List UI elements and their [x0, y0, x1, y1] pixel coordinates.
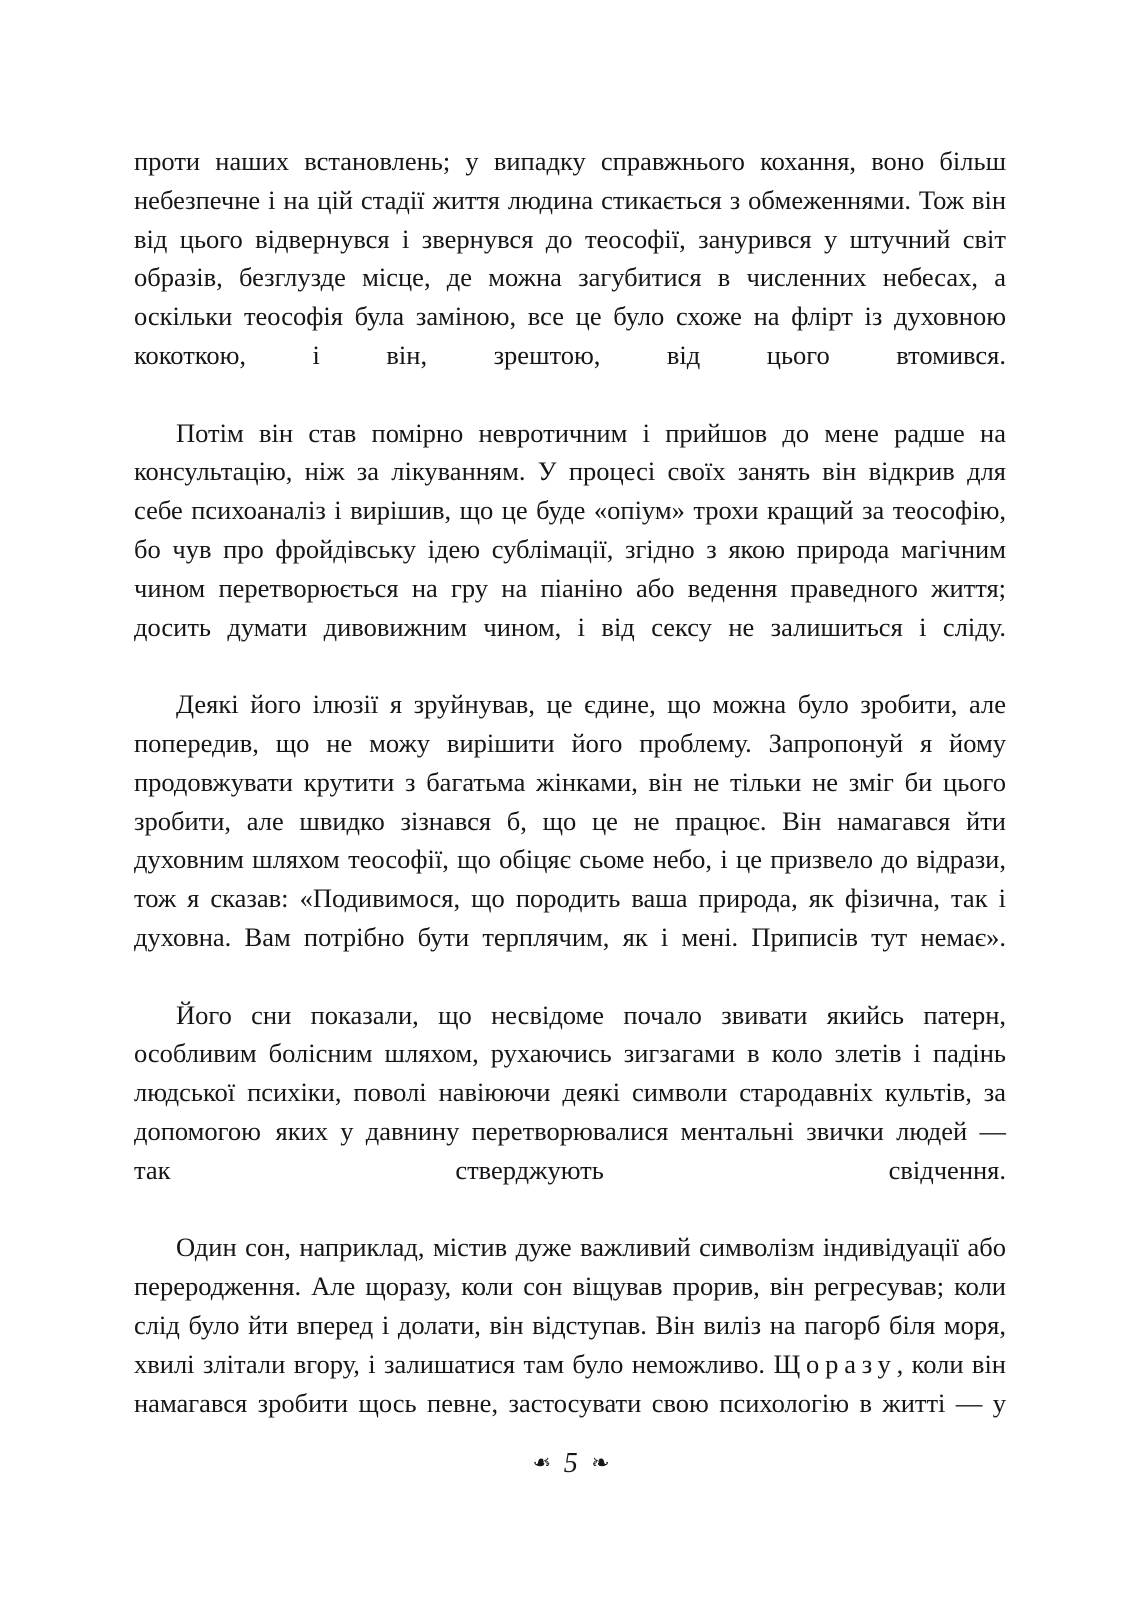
paragraph-2: Потім він став помірно невротичним і прийшов до мене радше на консультацію, ніж за лікуванням. У процесі своїх занять він відкрив для себе психоаналіз і вирішив, що це буде «опіум» трохи кращий за теософію, бо чув про фройдівську ідею сублімації, згідно з якою природа магічним чином перетворюється на гру на піаніно або ведення праведного життя; досить думати дивовижним чином, і від сексу не залишиться і сліду. — [134, 417, 1006, 642]
paragraph-3: Деякі його ілюзії я зруйнував, це єдине, що можна було зробити, але попередив, що не можу вирішити його проблему. Запропонуй я йому продовжувати крутити з багатьма жінками, він не тільки не зміг би цього зробити, але швидко зізнався б, що це не працює. Він намагався йти духовним шляхом теософії, що обіцяє сьоме небо, і це призвело до відрази, тож я сказав: «Подивимося, що породить ваша природа, як фізична, так і духовна. Вам потрібно бути терплячим, як і мені. Приписів тут немає». — [134, 689, 1006, 952]
paragraph-5 — [134, 1228, 1006, 1461]
paragraph-5-part-1: Один сон, наприклад, містив дуже важливий символізм індивідуації або переродження. Але щоразу, коли сон віщував прорив, він регресував; коли слід було йти вперед і долати, він відступав. Він виліз на пагорб біля моря, хвилі злітали вгору, і залишатися там було неможливо. — [134, 1232, 1006, 1379]
leaf-ornament-right-icon: ❧ — [591, 1450, 611, 1476]
page-number: 5 — [563, 1448, 579, 1479]
paragraph-5-emphasis-spaced: Щоразу — [773, 1348, 897, 1379]
paragraph-1: проти наших встановлень; у випадку справжнього кохання, воно більш небезпечне і на цій стадії життя людина стикається з обмеженнями. Тож він від цього відвернувся і звернувся до теософії, занурився у штучний світ образів, безглузде місце, де можна загубитися в численних небесах, а оскільки теософія була заміною, все це було схоже на флірт із духовною кокоткою, і він, зрештою, від цього втомився. — [134, 146, 1006, 370]
page-folio — [0, 1448, 1142, 1480]
paragraph-4 — [134, 996, 1006, 1229]
paragraph-4-part-1: Його сни показали, що несвідоме почало звивати якийсь патерн, особливим болісним шляхом, рухаючись зигзагами в коло злетів і падінь людської психіки, поволі навіюючи деякі символи стародавніх культів, за допомогою — [134, 999, 1006, 1146]
paragraph-5-part-2: , коли він намагався зробити щось певне, застосувати свою психологію в житті — у — [134, 1348, 1006, 1418]
paragraph-4-part-2: яких у давнину перетворювалися ментальні звички людей — так стверджують свідчення. — [134, 1115, 1006, 1185]
leaf-ornament-left-icon: ❧ — [531, 1450, 551, 1476]
page-text-block — [134, 142, 1006, 1461]
